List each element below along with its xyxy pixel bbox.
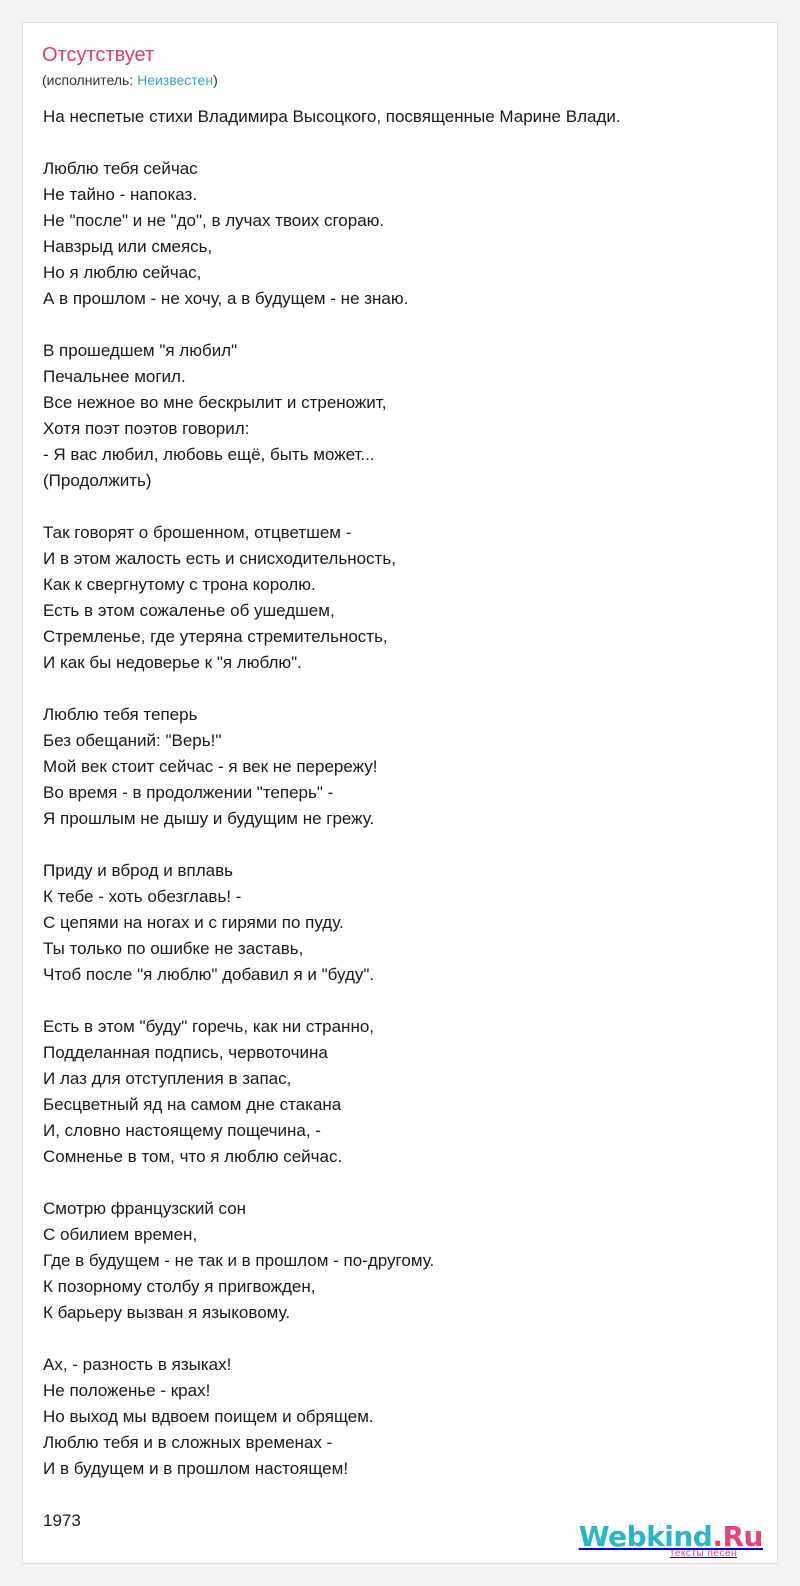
song-year: 1973 [43, 1511, 81, 1530]
lyric-line: Люблю тебя теперь [43, 705, 198, 724]
artist-line [42, 71, 218, 89]
lyric-line: И как бы недоверье к "я люблю". [43, 653, 302, 672]
lyric-line: Люблю тебя сейчас [43, 159, 198, 178]
stanza-gap [43, 832, 763, 858]
lyric-line: Мой век стоит сейчас - я век не перережу! [43, 757, 378, 776]
stanza-gap [43, 494, 763, 520]
lyric-line: Но я люблю сейчас, [43, 263, 202, 282]
lyric-line: В прошедшем "я любил" [43, 341, 238, 360]
stanza-gap [43, 312, 763, 338]
lyric-line: И, словно настоящему пощечина, - [43, 1121, 321, 1140]
logo-tld: .Ru [712, 1520, 763, 1553]
lyric-line: С обилием времен, [43, 1225, 198, 1244]
lyric-line: Чтоб после "я люблю" добавил я и "буду". [43, 965, 375, 984]
lyric-line: Приду и вброд и вплавь [43, 861, 234, 880]
lyric-line: Люблю тебя и в сложных временах - [43, 1433, 333, 1452]
stanza-gap [43, 988, 763, 1014]
lyric-line: Как к свергнутому с трона королю. [43, 575, 316, 594]
lyric-line: Сомненье в том, что я люблю сейчас. [43, 1147, 343, 1166]
lyric-line: Ты только по ошибке не заставь, [43, 939, 304, 958]
lyric-line: Так говорят о брошенном, отцветшем - [43, 523, 352, 542]
lyric-line: С цепями на ногах и с гирями по пуду. [43, 913, 344, 932]
lyric-line: И в этом жалость есть и снисходительность, [43, 549, 396, 568]
lyric-line: Есть в этом "буду" горечь, как ни странно, [43, 1017, 375, 1036]
stanza-gap [43, 676, 763, 702]
lyric-line: Не положенье - крах! [43, 1381, 211, 1400]
lyric-line: Навзрыд или смеясь, [43, 237, 213, 256]
lyric-line: Хотя поэт поэтов говорил: [43, 419, 250, 438]
stanza-gap [43, 130, 763, 156]
lyric-line: Смотрю французский сон [43, 1199, 247, 1218]
lyrics-intro: На неспетые стихи Владимира Высоцкого, посвященные Марине Влади. [43, 107, 621, 126]
lyric-line: - Я вас любил, любовь ещё, быть может... [43, 445, 375, 464]
logo-main-text: Webkind [578, 1520, 713, 1553]
lyric-line: Печальнее могил. [43, 367, 186, 386]
lyric-line: Не тайно - напоказ. [43, 185, 198, 204]
lyric-line: К позорному столбу я пригвожден, [43, 1277, 316, 1296]
stanza-gap [43, 1170, 763, 1196]
artist-link[interactable]: Неизвестен [137, 72, 214, 88]
lyric-line: Есть в этом сожаленье об ушедшем, [43, 601, 335, 620]
lyric-line: Стремленье, где утеряна стремительность, [43, 627, 388, 646]
lyric-line: К барьеру вызван я языковому. [43, 1303, 291, 1322]
site-logo[interactable] [579, 1522, 763, 1559]
lyric-line: И в будущем и в прошлом настоящем! [43, 1459, 349, 1478]
stanza-gap [43, 1326, 763, 1352]
lyric-line: (Продолжить) [43, 471, 152, 490]
logo-tagline: тексты песен [669, 1548, 737, 1559]
lyric-line: Ах, - разность в языках! [43, 1355, 232, 1374]
song-title: Отсутствует [42, 44, 155, 66]
lyric-line: К тебе - хоть обезглавь! - [43, 887, 242, 906]
lyric-line: Я прошлым не дышу и будущим не грежу. [43, 809, 375, 828]
artist-prefix: (исполнитель: [42, 72, 138, 88]
lyric-line: Во время - в продолжении "теперь" - [43, 783, 334, 802]
lyrics-card [22, 22, 778, 1564]
lyric-line: Но выход мы вдвоем поищем и обрящем. [43, 1407, 374, 1426]
lyric-line: И лаз для отступления в запас, [43, 1069, 292, 1088]
lyric-line: Подделанная подпись, червоточина [43, 1043, 328, 1062]
lyric-line: Без обещаний: "Верь!" [43, 731, 222, 750]
lyric-line: А в прошлом - не хочу, а в будущем - не знаю. [43, 289, 409, 308]
lyric-line: Где в будущем - не так и в прошлом - по-другому. [43, 1251, 435, 1270]
lyric-line: Все нежное во мне бескрылит и стреножит, [43, 393, 387, 412]
lyric-line: Не "после" и не "до", в лучах твоих сгораю. [43, 211, 385, 230]
lyrics-body [43, 104, 763, 1482]
artist-suffix: ) [213, 72, 218, 88]
lyric-line: Бесцветный яд на самом дне стакана [43, 1095, 342, 1114]
